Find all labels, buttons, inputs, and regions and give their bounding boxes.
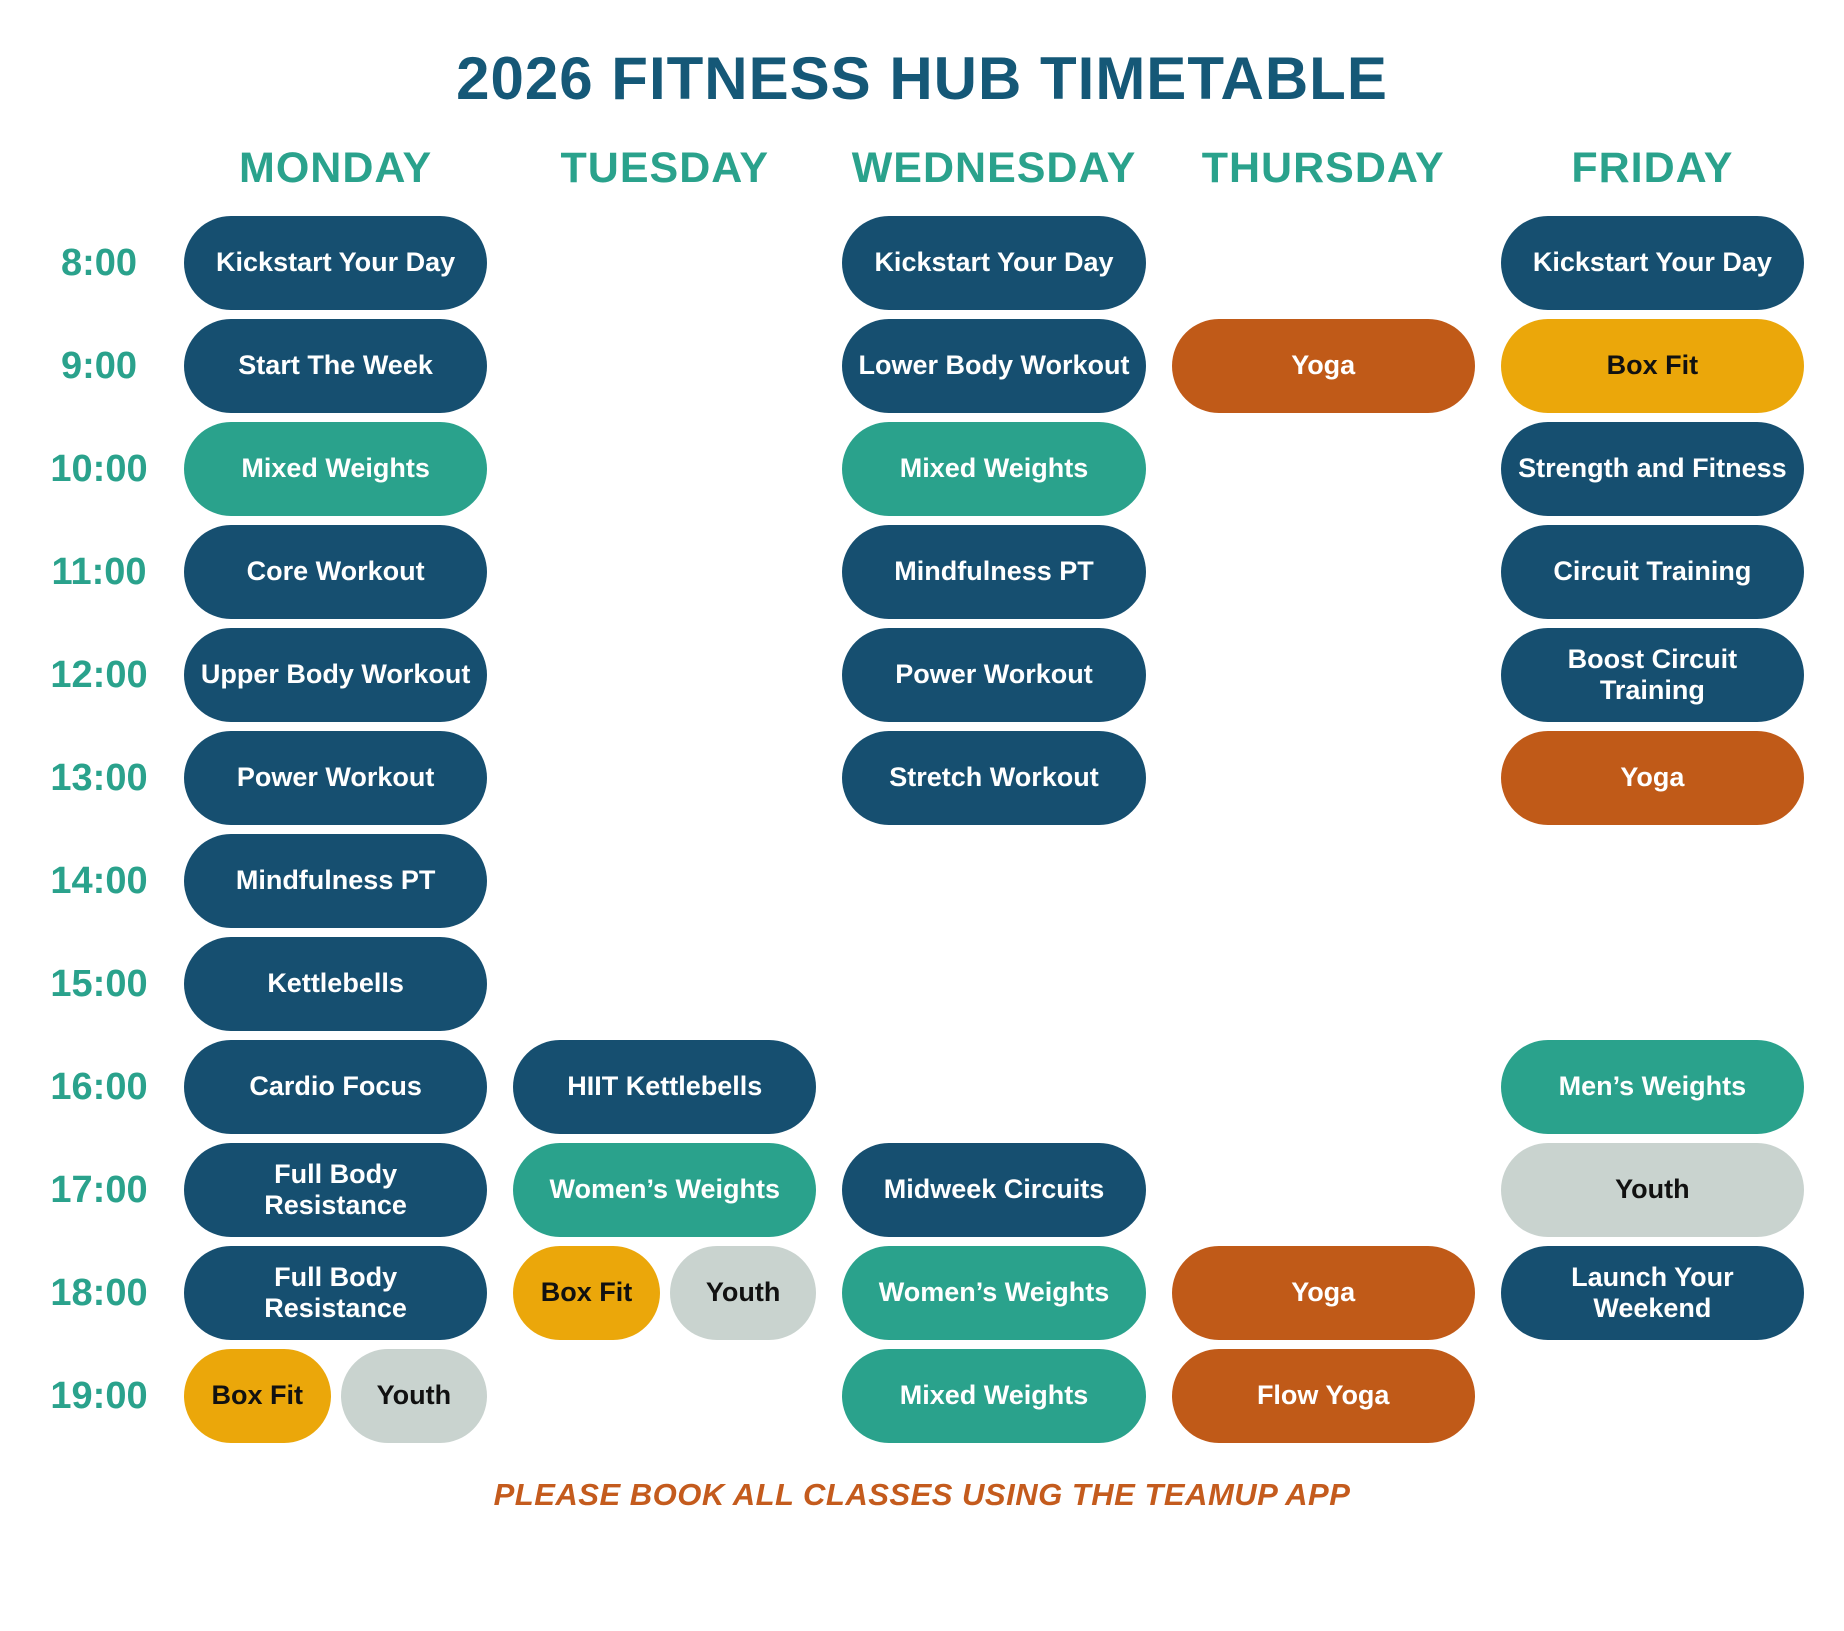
corner-spacer (40, 129, 158, 207)
time-label: 9:00 (60, 344, 138, 387)
day-header-monday: MONDAY (239, 143, 433, 192)
schedule-cell-thursday-1200 (1172, 628, 1475, 722)
schedule-cell-monday-1000 (184, 422, 487, 516)
class-pill-label: Start The Week (238, 350, 433, 381)
class-pill (184, 1246, 487, 1340)
class-pill-label: Youth (1615, 1174, 1690, 1205)
class-pill (184, 628, 487, 722)
time-label: 11:00 (51, 550, 147, 593)
schedule-cell-tuesday-1900 (513, 1349, 816, 1443)
schedule-cell-thursday-900 (1172, 319, 1475, 413)
class-pill-label: Power Workout (236, 762, 435, 793)
class-pill-label: Youth (376, 1380, 452, 1411)
class-pill (184, 731, 487, 825)
schedule-cell-friday-1200 (1501, 628, 1804, 722)
day-header-wednesday: WEDNESDAY (851, 143, 1137, 192)
class-pill-label: Mixed Weights (899, 453, 1089, 484)
class-pill-label: Mixed Weights (241, 453, 430, 484)
class-pill (1172, 1246, 1475, 1340)
class-pill (1501, 731, 1804, 825)
time-label: 17:00 (50, 1168, 148, 1211)
class-pill (842, 1349, 1145, 1443)
schedule-cell-wednesday-1500 (842, 937, 1145, 1031)
class-pill (184, 422, 487, 516)
schedule-cell-friday-900 (1501, 319, 1804, 413)
schedule-cell-wednesday-1700 (842, 1143, 1145, 1237)
timetable-grid (0, 129, 1844, 1443)
schedule-cell-wednesday-1000 (842, 422, 1145, 516)
class-pill (184, 1040, 487, 1134)
schedule-cell-monday-1900 (184, 1349, 487, 1443)
schedule-cell-wednesday-900 (842, 319, 1145, 413)
schedule-cell-monday-1800 (184, 1246, 487, 1340)
schedule-cell-friday-1700 (1501, 1143, 1804, 1237)
schedule-cell-monday-1400 (184, 834, 487, 928)
page-title: 2026 FITNESS HUB TIMETABLE (456, 45, 1388, 112)
class-pill (1172, 319, 1475, 413)
class-pill-label: Upper Body Workout (200, 659, 471, 690)
schedule-cell-monday-1600 (184, 1040, 487, 1134)
class-pill-label: Mindfulness PT (235, 865, 436, 896)
schedule-cell-monday-1500 (184, 937, 487, 1031)
class-pill-label: Core Workout (246, 556, 425, 587)
class-pill-label: Mixed Weights (899, 1380, 1089, 1411)
class-pill-label: Stretch Workout (889, 762, 1099, 793)
schedule-cell-wednesday-1600 (842, 1040, 1145, 1134)
schedule-cell-tuesday-1600 (513, 1040, 816, 1134)
class-pill (1501, 1143, 1804, 1237)
schedule-cell-tuesday-1200 (513, 628, 816, 722)
schedule-cell-friday-1500 (1501, 937, 1804, 1031)
class-pill (513, 1246, 660, 1340)
schedule-cell-thursday-1700 (1172, 1143, 1475, 1237)
timetable-poster (0, 44, 1844, 1631)
class-pill (842, 731, 1145, 825)
class-pill-label: Kickstart Your Day (874, 247, 1114, 278)
schedule-cell-tuesday-1800 (513, 1246, 816, 1340)
class-pill (670, 1246, 817, 1340)
class-pill-label: Box Fit (1606, 350, 1699, 381)
schedule-cell-friday-1900 (1501, 1349, 1804, 1443)
class-pill (842, 422, 1145, 516)
class-pill (1501, 1246, 1804, 1340)
time-label: 10:00 (50, 447, 148, 490)
class-pill-label: Youth (705, 1277, 781, 1308)
class-pill-label: Strength and Fitness (1518, 453, 1787, 484)
class-pill-label: Circuit Training (1553, 556, 1752, 587)
class-pill (1501, 1040, 1804, 1134)
class-pill (184, 937, 487, 1031)
class-pill (842, 1246, 1145, 1340)
class-pill (1501, 319, 1804, 413)
schedule-cell-friday-1800 (1501, 1246, 1804, 1340)
class-pill-label: Midweek Circuits (883, 1174, 1105, 1205)
schedule-cell-tuesday-900 (513, 319, 816, 413)
class-pill-label: Kickstart Your Day (1532, 247, 1772, 278)
schedule-cell-friday-1400 (1501, 834, 1804, 928)
schedule-cell-tuesday-1100 (513, 525, 816, 619)
class-pill (184, 525, 487, 619)
schedule-cell-thursday-1800 (1172, 1246, 1475, 1340)
class-pill (341, 1349, 488, 1443)
time-label: 19:00 (50, 1374, 148, 1417)
class-pill (1501, 422, 1804, 516)
schedule-cell-tuesday-1500 (513, 937, 816, 1031)
schedule-cell-friday-800 (1501, 216, 1804, 310)
class-pill-label: Box Fit (211, 1380, 304, 1411)
schedule-cell-thursday-1100 (1172, 525, 1475, 619)
schedule-cell-monday-1100 (184, 525, 487, 619)
class-pill (842, 319, 1145, 413)
schedule-cell-thursday-1000 (1172, 422, 1475, 516)
schedule-cell-tuesday-1700 (513, 1143, 816, 1237)
class-pill (1501, 216, 1804, 310)
class-pill-label: Yoga (1620, 762, 1685, 793)
class-pill-label: Flow Yoga (1256, 1380, 1390, 1411)
schedule-cell-monday-900 (184, 319, 487, 413)
class-pill-label: Kettlebells (267, 968, 404, 999)
day-header-tuesday: TUESDAY (560, 143, 770, 192)
day-header-friday: FRIDAY (1571, 143, 1734, 192)
time-label: 15:00 (50, 962, 148, 1005)
class-pill (842, 1143, 1145, 1237)
class-pill (1172, 1349, 1475, 1443)
schedule-cell-wednesday-1300 (842, 731, 1145, 825)
class-pill-label: Kickstart Your Day (216, 247, 456, 278)
schedule-cell-monday-1300 (184, 731, 487, 825)
schedule-cell-thursday-1900 (1172, 1349, 1475, 1443)
schedule-cell-wednesday-1100 (842, 525, 1145, 619)
schedule-cell-tuesday-1300 (513, 731, 816, 825)
class-pill-label: Women’s Weights (549, 1174, 781, 1205)
booking-note: PLEASE BOOK ALL CLASSES USING THE TEAMUP APP (493, 1477, 1351, 1512)
schedule-cell-tuesday-1000 (513, 422, 816, 516)
schedule-cell-thursday-1500 (1172, 937, 1475, 1031)
schedule-cell-wednesday-1200 (842, 628, 1145, 722)
class-pill (184, 319, 487, 413)
schedule-cell-tuesday-800 (513, 216, 816, 310)
schedule-cell-friday-1100 (1501, 525, 1804, 619)
schedule-cell-wednesday-800 (842, 216, 1145, 310)
class-pill (1501, 628, 1804, 722)
class-pill (513, 1143, 816, 1237)
class-pill (184, 1143, 487, 1237)
class-pill-label: Box Fit (540, 1277, 633, 1308)
class-pill-label: HIIT Kettlebells (567, 1071, 763, 1102)
class-pill-label: Mindfulness PT (894, 556, 1094, 587)
class-pill-label: Full Body Resistance (264, 1261, 407, 1323)
class-pill (842, 628, 1145, 722)
schedule-cell-monday-1200 (184, 628, 487, 722)
schedule-cell-thursday-800 (1172, 216, 1475, 310)
schedule-cell-monday-800 (184, 216, 487, 310)
class-pill-label: Yoga (1291, 350, 1356, 381)
class-pill-label: Boost Circuit Training (1567, 643, 1738, 705)
class-pill (842, 525, 1145, 619)
schedule-cell-wednesday-1800 (842, 1246, 1145, 1340)
schedule-cell-monday-1700 (184, 1143, 487, 1237)
class-pill (184, 1349, 331, 1443)
schedule-cell-thursday-1400 (1172, 834, 1475, 928)
class-pill-label: Yoga (1291, 1277, 1356, 1308)
class-pill (1501, 525, 1804, 619)
class-pill-label: Women’s Weights (878, 1277, 1110, 1308)
schedule-cell-thursday-1300 (1172, 731, 1475, 825)
class-pill-label: Men’s Weights (1558, 1071, 1747, 1102)
class-pill (184, 834, 487, 928)
class-pill-label: Cardio Focus (249, 1071, 422, 1102)
time-label: 12:00 (50, 653, 148, 696)
schedule-cell-thursday-1600 (1172, 1040, 1475, 1134)
time-label: 14:00 (50, 859, 148, 902)
class-pill (184, 216, 487, 310)
schedule-cell-friday-1600 (1501, 1040, 1804, 1134)
schedule-cell-friday-1000 (1501, 422, 1804, 516)
schedule-cell-friday-1300 (1501, 731, 1804, 825)
time-label: 8:00 (60, 241, 138, 284)
class-pill-label: Power Workout (895, 659, 1093, 690)
schedule-cell-tuesday-1400 (513, 834, 816, 928)
class-pill (842, 216, 1145, 310)
class-pill-label: Lower Body Workout (858, 350, 1130, 381)
schedule-cell-wednesday-1400 (842, 834, 1145, 928)
day-header-thursday: THURSDAY (1201, 143, 1445, 192)
class-pill (513, 1040, 816, 1134)
time-label: 13:00 (50, 756, 148, 799)
schedule-cell-wednesday-1900 (842, 1349, 1145, 1443)
time-label: 18:00 (50, 1271, 148, 1314)
time-label: 16:00 (50, 1065, 148, 1108)
class-pill-label: Full Body Resistance (264, 1158, 407, 1220)
class-pill-label: Launch Your Weekend (1571, 1261, 1734, 1323)
